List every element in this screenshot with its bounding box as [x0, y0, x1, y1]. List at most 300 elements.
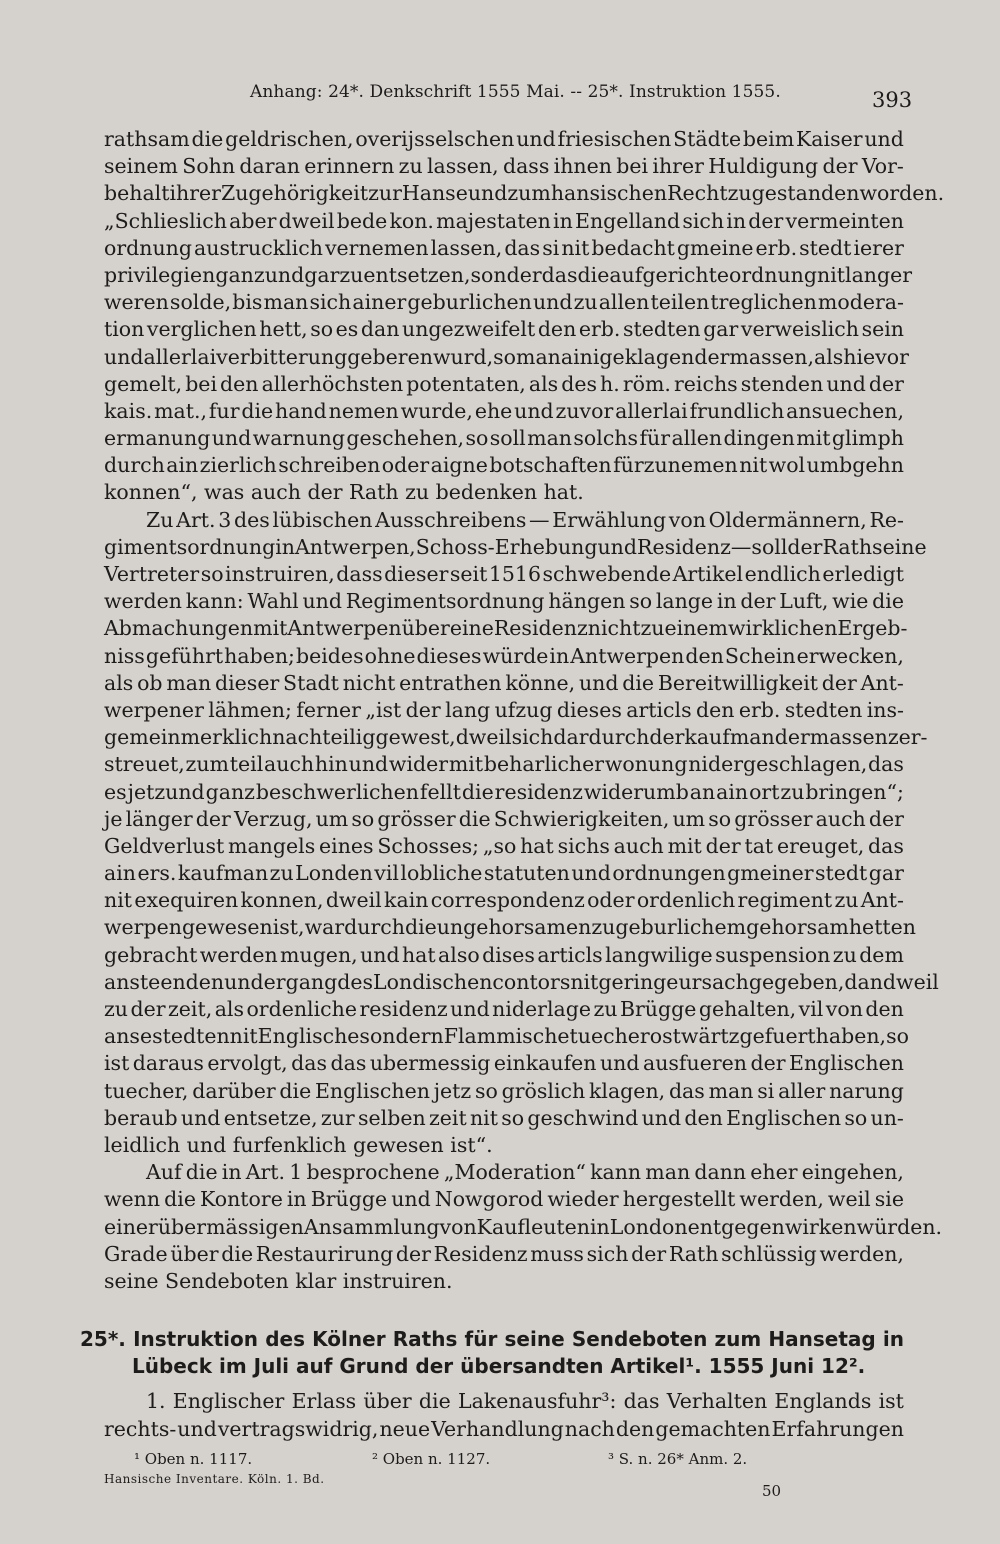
word: hin — [314, 752, 348, 777]
text-line — [104, 942, 904, 969]
word: so — [708, 806, 732, 831]
word: ist — [104, 1051, 130, 1076]
word: Brügge — [619, 997, 697, 1021]
text-line — [104, 561, 904, 588]
word: dieses — [416, 643, 482, 668]
word: erb. — [738, 697, 781, 722]
word: stedt — [799, 235, 852, 260]
word: beides — [296, 643, 364, 668]
word: kain — [384, 888, 429, 913]
text-line — [104, 1105, 904, 1132]
word: den — [695, 697, 735, 722]
word: zu — [834, 888, 859, 913]
word: verglichen — [146, 317, 257, 342]
word: wie — [832, 589, 869, 614]
word: Zugehörigkeit — [220, 181, 369, 206]
word: lübischen — [272, 507, 373, 532]
word: solde, — [169, 290, 232, 315]
word: kaufman — [684, 725, 775, 750]
word: wider — [388, 752, 449, 777]
word: lähmen; — [208, 697, 292, 722]
word: vermeinten — [785, 208, 904, 233]
word: zum — [714, 1327, 762, 1352]
text-line — [104, 806, 904, 833]
word: ain — [716, 779, 749, 804]
text-line — [104, 534, 927, 561]
word: erledigt — [822, 562, 904, 586]
word: Huldigung — [708, 154, 819, 179]
word: Ant- — [860, 888, 904, 913]
text-line — [104, 235, 904, 262]
word: so — [501, 1105, 525, 1130]
word: klagen — [624, 344, 695, 369]
word: ervolgt, — [207, 1051, 288, 1076]
word: widerumb — [583, 779, 689, 804]
word: gröslich — [501, 1078, 586, 1103]
text-line — [104, 344, 909, 371]
word: jetzund — [127, 779, 205, 804]
word: Engelland — [575, 208, 681, 233]
word: verweislich — [740, 317, 859, 342]
word: 1 — [289, 1160, 303, 1185]
word: gewesen — [181, 915, 273, 940]
word: darüber — [192, 1078, 276, 1103]
word: niss — [104, 643, 145, 668]
word: gemein — [104, 725, 181, 750]
word: des — [561, 371, 597, 396]
word: zu — [573, 290, 598, 315]
word: gegeben, — [748, 969, 845, 994]
word: frundlich — [689, 398, 785, 423]
word: das — [868, 833, 904, 858]
word: röm. — [622, 371, 671, 396]
word: und — [177, 1416, 217, 1441]
text-line — [104, 507, 904, 534]
word: die — [622, 670, 655, 695]
word: weil — [827, 1187, 871, 1212]
paragraph-1 — [104, 126, 945, 507]
word: und — [826, 371, 866, 396]
word: Englischen — [789, 1051, 904, 1076]
word: nidergeschlagen, — [688, 752, 868, 777]
word: seinem — [104, 154, 178, 179]
word: in — [286, 1187, 307, 1212]
word: friesischen — [557, 127, 672, 151]
word: privilegien — [104, 262, 216, 287]
word: bei — [616, 154, 649, 179]
word: wurd, — [432, 344, 494, 369]
sheet-signature: 50 — [762, 1482, 782, 1500]
imprint-line: Hansische Inventare. Köln. 1. Bd. — [104, 1472, 325, 1486]
heading-line-1 — [80, 1326, 904, 1353]
word: Vor- — [861, 154, 904, 179]
word: „ist — [365, 697, 402, 722]
word: Ansammlung — [303, 1214, 440, 1239]
word: sich — [511, 725, 554, 750]
word: narung — [829, 1078, 904, 1103]
heading-gap — [104, 1380, 904, 1388]
word: worden. — [859, 181, 945, 206]
text-line — [104, 1186, 904, 1213]
word: der — [868, 371, 904, 396]
word: für — [639, 426, 671, 451]
word: verbitterung — [216, 344, 348, 369]
word: ansteenden — [104, 969, 225, 994]
word: langwilige — [605, 942, 713, 967]
word: eher — [750, 1160, 798, 1185]
paragraph-4 — [104, 1388, 904, 1442]
text-line — [104, 126, 904, 153]
word: man — [166, 670, 212, 695]
word: si — [757, 1078, 775, 1103]
word: geführt — [145, 643, 224, 668]
word: zum — [185, 752, 229, 777]
word: tuecher — [569, 1024, 650, 1049]
text-line — [104, 180, 945, 207]
word: so — [465, 426, 489, 451]
word: der — [868, 806, 904, 831]
word: der — [821, 670, 857, 695]
word: der — [649, 725, 685, 750]
word: botschaften — [489, 453, 612, 478]
word: undergang — [224, 969, 338, 994]
page-number: 393 — [872, 88, 913, 112]
word: geschwind — [527, 1105, 639, 1130]
word: der — [750, 1051, 786, 1076]
word: ins- — [866, 697, 904, 722]
word: so — [629, 589, 653, 614]
text-line — [104, 670, 904, 697]
word: haben, — [815, 1024, 887, 1049]
word: kann — [590, 1160, 642, 1185]
word: Antwerpen — [287, 616, 402, 641]
word: die — [872, 589, 904, 614]
word: ehe — [474, 398, 513, 423]
word: Lakenausfuhr³: — [457, 1389, 617, 1414]
text-line — [104, 887, 904, 914]
word: teil — [229, 752, 264, 777]
word: des — [265, 1327, 305, 1352]
word: so — [474, 1078, 498, 1103]
word: hat — [401, 942, 436, 967]
word: der — [787, 534, 823, 559]
word: Londen — [295, 861, 373, 886]
word: sondern — [359, 1024, 444, 1049]
word: nit — [739, 453, 768, 478]
word: Antwerpen, — [294, 534, 416, 559]
word: in — [275, 534, 295, 559]
text-line — [104, 779, 904, 806]
word: bei — [185, 371, 217, 396]
word: warnung — [252, 426, 345, 451]
word: zuvor — [555, 398, 614, 423]
word: Englische — [257, 1024, 360, 1049]
word: werden, — [819, 1241, 904, 1266]
word: kann: — [185, 589, 244, 614]
word: bede — [336, 208, 388, 233]
word: in — [549, 643, 570, 668]
word: und — [104, 344, 144, 369]
word: dingen — [723, 426, 795, 451]
word: und — [514, 398, 554, 423]
word: weren — [104, 290, 169, 315]
word: wol — [768, 453, 806, 478]
word: Englischen — [314, 1078, 430, 1103]
word: entrathen — [399, 670, 502, 695]
word: mugen, — [280, 942, 358, 967]
word: — — [730, 534, 752, 559]
word: ainige — [560, 344, 625, 369]
word: ganz — [205, 779, 255, 804]
word: dermassen, — [694, 344, 814, 369]
word: treglichen — [710, 290, 817, 315]
word: zu — [591, 915, 616, 940]
word: ort — [749, 779, 780, 804]
word: Schein — [724, 643, 796, 668]
word: Oldermännern, — [708, 507, 867, 532]
word: länger — [125, 806, 193, 831]
text-line — [104, 969, 939, 996]
word: hetten — [848, 915, 917, 940]
word: kaufman — [177, 861, 269, 886]
word: einkaufen — [493, 1051, 597, 1076]
word: das — [541, 262, 578, 287]
word: reichs — [673, 371, 738, 396]
word: ordenliche — [246, 997, 357, 1021]
word: werden, — [739, 1187, 824, 1212]
word: und — [450, 997, 490, 1021]
word: Residenz — [493, 616, 588, 641]
word: Erfahrungen — [771, 1416, 904, 1441]
text-line — [104, 1388, 904, 1415]
word: vernemen — [324, 235, 429, 260]
text-line — [104, 914, 917, 941]
word: lang — [445, 697, 491, 722]
text-line — [104, 751, 904, 778]
word: zu — [339, 262, 364, 287]
word: hergestellt — [622, 1187, 736, 1212]
word: und — [597, 534, 638, 559]
word: über — [401, 616, 450, 641]
word: Recht — [667, 181, 728, 206]
word: den — [220, 371, 259, 396]
word: hat — [520, 833, 554, 858]
word: Londischen — [373, 969, 493, 994]
word: zur — [320, 1105, 355, 1130]
word: und — [599, 1051, 640, 1076]
word: der — [705, 833, 741, 858]
word: würde — [482, 643, 549, 668]
word: Rath — [668, 1241, 719, 1266]
text-line — [104, 316, 904, 343]
word: — — [529, 507, 550, 532]
word: werpener — [104, 697, 204, 722]
word: lobliche — [400, 861, 483, 886]
word: kon. — [389, 208, 434, 233]
word: ganz — [215, 262, 265, 287]
word: aber — [229, 208, 277, 233]
word: solchs — [573, 426, 639, 451]
text-line — [104, 1050, 904, 1077]
word: in — [553, 208, 573, 233]
word: lassen, — [430, 235, 503, 260]
word: 1. — [146, 1389, 166, 1414]
word: mit — [448, 752, 484, 777]
word: wurde, — [400, 398, 473, 423]
word: modera- — [817, 290, 904, 315]
word: also — [438, 942, 480, 967]
word: würden. — [856, 1214, 943, 1239]
paragraph-2 — [104, 507, 939, 1160]
word: Hanse — [401, 181, 468, 206]
word: Ausschreibens — [375, 507, 527, 532]
word: streuet, — [104, 752, 185, 777]
word: als — [104, 670, 134, 695]
text-line — [104, 1214, 943, 1241]
word: den — [684, 1105, 723, 1130]
word: ausfueren — [642, 1051, 747, 1076]
word: zeit — [428, 1105, 467, 1130]
word: allen — [671, 426, 723, 451]
word: es — [104, 779, 127, 804]
word: man — [708, 1078, 754, 1103]
word: und — [532, 290, 573, 315]
word: die — [577, 262, 610, 287]
word: Artikel — [672, 562, 744, 586]
word: articls — [537, 942, 603, 967]
word: und — [211, 426, 252, 451]
word: haben; — [224, 643, 295, 668]
word: die — [241, 398, 274, 423]
word: mangels — [228, 833, 316, 858]
word: ordnungen — [612, 861, 726, 886]
word: overijsselschen — [355, 127, 515, 151]
word: das — [868, 752, 904, 777]
word: ainer — [352, 290, 407, 315]
text-line — [104, 1416, 904, 1443]
word: als — [214, 997, 244, 1021]
word: fellt — [419, 779, 461, 804]
word: Regimentsordnung — [345, 589, 545, 614]
word: und — [264, 262, 305, 287]
word: dem — [859, 942, 904, 967]
word: nit — [561, 235, 590, 260]
word: ordnung — [104, 235, 192, 260]
word: neue — [379, 1416, 431, 1441]
word: der — [195, 806, 231, 831]
word: jetz — [433, 1078, 472, 1103]
word: man — [645, 1160, 691, 1185]
word: nit — [104, 888, 132, 913]
word: allerhöchsten — [261, 371, 404, 396]
word: soll — [751, 534, 788, 559]
word: contors — [492, 969, 571, 994]
text-line — [104, 996, 904, 1023]
word: gimentsordnung — [104, 534, 276, 559]
word: „Schlieslich — [104, 208, 227, 233]
word: und — [641, 1105, 682, 1130]
word: vil — [798, 997, 824, 1021]
text-line — [104, 262, 913, 289]
word: aller — [778, 1078, 826, 1103]
word: geldrischen, — [225, 127, 354, 151]
word: zu — [832, 942, 857, 967]
word: und — [302, 589, 343, 614]
word: ungehorsamen — [436, 915, 592, 940]
word: „so — [482, 833, 517, 858]
word: dan — [844, 969, 883, 994]
word: wieder — [547, 1187, 619, 1212]
word: an — [689, 779, 716, 804]
word: Nowgorod — [434, 1187, 544, 1212]
word: so — [886, 1024, 909, 1049]
word: eines — [319, 833, 374, 858]
word: hett, — [259, 317, 308, 342]
word: Schwierigkeiten, — [493, 806, 670, 831]
word: das — [330, 1051, 367, 1076]
word: Verhalten — [666, 1389, 768, 1414]
word: ungezweifelt — [402, 317, 536, 342]
word: und — [360, 942, 400, 967]
word: nemen — [328, 398, 399, 423]
word: entgegenwirken — [687, 1214, 857, 1239]
word: die — [185, 1160, 218, 1185]
text-line — [104, 588, 904, 615]
word: tuecher, — [104, 1078, 189, 1103]
word: den — [685, 643, 724, 668]
word: sich — [586, 1241, 629, 1266]
word: potentaten, — [406, 371, 526, 396]
word: von — [439, 1214, 477, 1239]
word: entsetze, — [223, 1105, 318, 1130]
word: dass — [502, 154, 550, 179]
text-line — [104, 153, 904, 180]
word: so — [310, 317, 334, 342]
word: tat — [744, 833, 774, 858]
word: ist — [878, 1389, 904, 1414]
word: residenz — [359, 997, 448, 1021]
word: erb. — [755, 235, 798, 260]
word: articls — [626, 697, 692, 722]
word: Erwählung — [552, 507, 667, 532]
word: klagen, — [588, 1078, 666, 1103]
word: gebracht — [104, 942, 198, 967]
text-line — [104, 371, 904, 398]
word: lassen, — [426, 154, 499, 179]
word: ihnen — [553, 154, 612, 179]
word: als — [528, 371, 559, 396]
word: die — [164, 1187, 196, 1212]
word: seine — [872, 534, 927, 559]
word: Schosses; — [377, 833, 480, 858]
word: Kaiser — [795, 127, 863, 151]
word: sie — [874, 1187, 904, 1212]
word: gemachten — [655, 1416, 771, 1441]
word: des — [233, 507, 270, 532]
word: werden — [104, 589, 182, 614]
heading-line-2: Lübeck im Juli auf Grund der übersandten Artikel¹. 1555 Juni 12². — [132, 1354, 866, 1379]
word: ist, — [272, 915, 305, 940]
word: fur — [208, 398, 240, 423]
word: beharlicher — [483, 752, 605, 777]
word: zum — [507, 181, 551, 206]
word: den — [615, 1416, 655, 1441]
word: und — [180, 1105, 221, 1130]
word: werden — [199, 942, 278, 967]
word: sich — [309, 290, 352, 315]
word: hievor — [843, 344, 909, 369]
word: ferner — [296, 697, 361, 722]
